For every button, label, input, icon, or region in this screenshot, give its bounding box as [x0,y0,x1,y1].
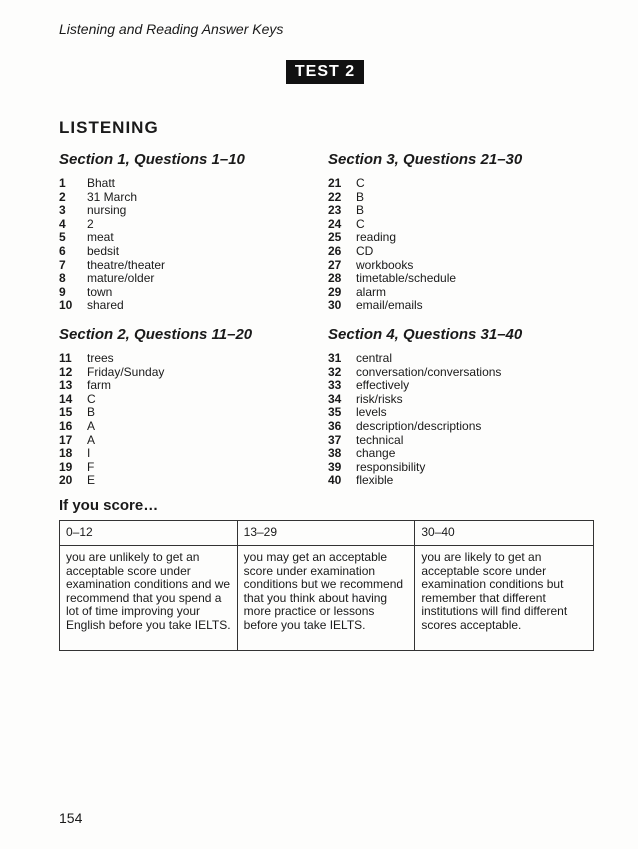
question-number: 4 [59,216,66,231]
question-number: 9 [59,284,66,299]
question-number: 24 [328,216,342,231]
answer-item [59,420,319,434]
question-number: 20 [59,473,73,488]
answer-item [328,286,588,300]
answer-text: technical [356,432,404,447]
answer-text: F [87,459,95,474]
question-number: 36 [328,418,342,433]
question-number: 5 [59,230,66,245]
answer-item [59,393,319,407]
answer-item [59,299,319,313]
answer-item [328,434,588,448]
question-number: 37 [328,432,342,447]
answer-text: B [356,189,365,204]
answer-item [59,204,319,218]
score-description-cell: you are unlikely to get an acceptable score under examination conditions and we recommend that you spend a lot of time improving your English before you take IELTS. [60,546,238,651]
question-number: 35 [328,405,342,420]
answer-item [59,177,319,191]
score-range-row [60,521,594,546]
answer-item [328,299,588,313]
answer-item [328,447,588,461]
answer-item [328,245,588,259]
answer-list [59,352,319,488]
section-1 [59,151,319,313]
answer-text: B [87,405,96,420]
question-number: 27 [328,257,342,272]
answer-item [328,366,588,380]
score-heading: If you score… [59,497,159,514]
score-description-cell: you may get an acceptable score under examination conditions but we recommend that you think about having more practice or lessons before you take IELTS. [237,546,415,651]
answer-text: nursing [87,203,127,218]
answer-item [328,406,588,420]
answer-list [328,177,588,313]
question-number: 31 [328,351,342,365]
header-title: Listening and Reading Answer Keys [59,21,284,37]
answer-item [328,204,588,218]
answer-text: flexible [356,473,394,488]
answer-text: effectively [356,378,410,393]
question-number: 18 [59,446,73,461]
answer-item [328,191,588,205]
answer-item [59,352,319,366]
section-title: Section 1, Questions 1–10 [59,151,245,168]
answer-text: C [356,176,365,190]
answer-item [59,259,319,273]
section-4 [328,326,588,488]
question-number: 40 [328,473,342,488]
page-number: 154 [59,810,83,826]
answer-text: email/emails [356,298,423,313]
answer-text: 2 [87,216,94,231]
question-number: 33 [328,378,342,393]
section-title: Section 3, Questions 21–30 [328,151,523,168]
answer-item [328,231,588,245]
answer-item [59,379,319,393]
question-number: 34 [328,391,342,406]
question-number: 17 [59,432,73,447]
answer-item [59,286,319,300]
answer-item [328,379,588,393]
answer-text: conversation/conversations [356,364,502,379]
question-number: 6 [59,243,66,258]
answer-item [328,393,588,407]
answer-text: C [356,216,365,231]
score-range-cell: 30–40 [415,521,594,546]
answer-item [59,461,319,475]
answer-item [328,461,588,475]
answer-text: workbooks [356,257,414,272]
section-2 [59,326,319,488]
answer-item [328,177,588,191]
question-number: 7 [59,257,66,272]
answer-text: central [356,351,393,365]
answer-text: responsibility [356,459,426,474]
answer-text: A [87,418,96,433]
score-table [59,520,594,651]
score-description-cell: you are likely to get an acceptable score under examination conditions but remember that different institutions will find different scores acceptable. [415,546,594,651]
question-number: 26 [328,243,342,258]
answer-text: description/descriptions [356,418,482,433]
answer-text: theatre/theater [87,257,166,272]
question-number: 38 [328,446,342,461]
answer-text: town [87,284,113,299]
question-number: 13 [59,378,73,393]
answer-text: mature/older [87,271,155,286]
answer-text: meat [87,230,114,245]
score-range-cell: 0–12 [60,521,238,546]
question-number: 39 [328,459,342,474]
answer-item [328,259,588,273]
answer-text: Friday/Sunday [87,364,165,379]
answer-item [59,218,319,232]
answer-text: Bhatt [87,176,116,190]
answer-item [328,352,588,366]
question-number: 16 [59,418,73,433]
answer-text: farm [87,378,111,393]
question-number: 23 [328,203,342,218]
answer-item [328,218,588,232]
answer-text: trees [87,351,114,365]
answer-text: risk/risks [356,391,403,406]
question-number: 2 [59,189,66,204]
answer-item [328,474,588,488]
question-number: 15 [59,405,73,420]
question-number: 22 [328,189,342,204]
answer-item [59,474,319,488]
section-title: Section 2, Questions 11–20 [59,326,253,343]
page-heading: LISTENING [59,118,159,137]
answer-text: alarm [356,284,387,299]
answer-text: timetable/schedule [356,271,457,286]
answer-text: shared [87,298,124,313]
question-number: 11 [59,351,72,365]
answer-item [328,272,588,286]
question-number: 19 [59,459,73,474]
answer-item [59,366,319,380]
answer-text: I [87,446,91,461]
question-number: 14 [59,391,73,406]
answer-text: E [87,473,96,488]
section-3 [328,151,588,313]
answer-item [59,191,319,205]
answer-text: reading [356,230,397,245]
answer-item [328,420,588,434]
question-number: 29 [328,284,342,299]
question-number: 21 [328,176,342,190]
question-number: 1 [59,176,66,190]
question-number: 10 [59,298,73,313]
answer-list [59,177,319,313]
answer-text: levels [356,405,387,420]
answer-item [59,406,319,420]
answer-text: C [87,391,96,406]
answer-item [59,434,319,448]
question-number: 25 [328,230,342,245]
answer-text: B [356,203,365,218]
score-range-cell: 13–29 [237,521,415,546]
question-number: 28 [328,271,342,286]
answer-text: 31 March [87,189,138,204]
question-number: 12 [59,364,73,379]
answer-item [59,245,319,259]
question-number: 8 [59,271,66,286]
answer-item [59,447,319,461]
answer-item [59,272,319,286]
answer-list [328,352,588,488]
answer-item [59,231,319,245]
question-number: 32 [328,364,342,379]
answer-text: change [356,446,396,461]
question-number: 30 [328,298,342,313]
test-badge: TEST 2 [286,60,364,84]
question-number: 3 [59,203,66,218]
answer-text: A [87,432,96,447]
answer-text: bedsit [87,243,120,258]
section-title: Section 4, Questions 31–40 [328,326,523,343]
score-description-row [60,546,594,651]
answer-text: CD [356,243,374,258]
